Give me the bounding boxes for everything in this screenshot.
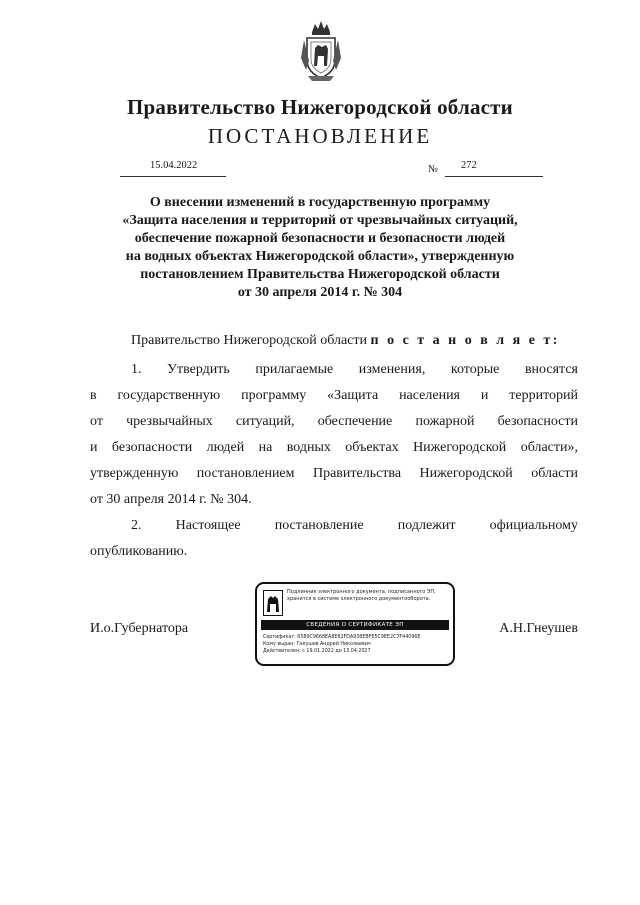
- paragraph-line: опубликованию.: [90, 544, 188, 559]
- subject-line: обеспечение пожарной безопасности и безопасности людей: [134, 231, 506, 246]
- paragraph-line: 1. Утвердить прилагаемые изменения, которые вносятся: [131, 362, 578, 377]
- paragraph-line: в государственную программу «Защита населения и территорий: [90, 388, 578, 403]
- signatory-name: А.Н.Гнеушев: [499, 621, 578, 636]
- certificate-validity-label: Действителен:: [263, 649, 301, 654]
- signatory-position: И.о.Губернатора: [90, 621, 189, 636]
- certificate-serial-label: Сертификат:: [263, 635, 296, 640]
- region-emblem-icon: [263, 590, 283, 616]
- document-date: 15.04.2022: [150, 160, 198, 171]
- paragraph-line: и безопасности людей на водных объектах Нижегородской области»,: [90, 440, 578, 455]
- number-sign: №: [428, 164, 439, 175]
- paragraph-line: 2. Настоящее постановление подлежит официальному: [131, 518, 578, 533]
- certificate-validity-row: [263, 648, 451, 655]
- subject-line: О внесении изменений в государственную программу: [149, 195, 491, 210]
- subject-line: постановлением Правительства Нижегородской области: [140, 267, 500, 282]
- paragraph-line: от чрезвычайных ситуаций, обеспечение пожарной безопасности: [90, 414, 578, 429]
- certificate-owner-row: [263, 641, 451, 648]
- certificate-validity: с 19.01.2022 до 13.04.2027: [302, 649, 371, 654]
- subject-line: на водных объектах Нижегородской области», утвержденную: [125, 249, 515, 264]
- paragraph-2: [90, 513, 578, 565]
- subject-line: «Защита населения и территорий от чрезвычайных ситуаций,: [122, 213, 518, 228]
- paragraph-line: от 30 апреля 2014 г. № 304.: [90, 492, 252, 507]
- subject-line: от 30 апреля 2014 г. № 304: [237, 285, 403, 300]
- organization-title: Правительство Нижегородской области: [127, 95, 513, 119]
- certificate-serial-row: [263, 634, 451, 641]
- document-subject: [60, 194, 580, 302]
- certificate-serial: 6589C9668EA8E82FDA938EBFE5C9EE2C7F44096E: [297, 635, 421, 640]
- certificate-notice: Подлинник электронного документа, подписанного ЭП, хранится в системе электронного документооборота.: [287, 589, 436, 602]
- certificate-owner-label: Кому выдан:: [263, 642, 295, 647]
- certificate-details: [263, 634, 451, 655]
- paragraph-1: [90, 357, 578, 513]
- certificate-header: СВЕДЕНИЯ О СЕРТИФИКАТЕ ЭП: [261, 620, 449, 630]
- decree-intro-emphasis: п о с т а н о в л я е т:: [370, 333, 560, 348]
- number-underline: [445, 160, 543, 177]
- document-type: ПОСТАНОВЛЕНИЕ: [207, 124, 433, 148]
- paragraph-line: утвержденную постановлением Правительства Нижегородской области: [90, 466, 578, 481]
- document-number: 272: [461, 160, 477, 171]
- decree-intro-text: Правительство Нижегородской области: [131, 333, 367, 348]
- decree-intro: [131, 333, 560, 349]
- e-signature-stamp: [255, 582, 455, 666]
- certificate-owner: Гнеушев Андрей Николаевич: [296, 642, 371, 647]
- coat-of-arms-icon: [300, 18, 342, 84]
